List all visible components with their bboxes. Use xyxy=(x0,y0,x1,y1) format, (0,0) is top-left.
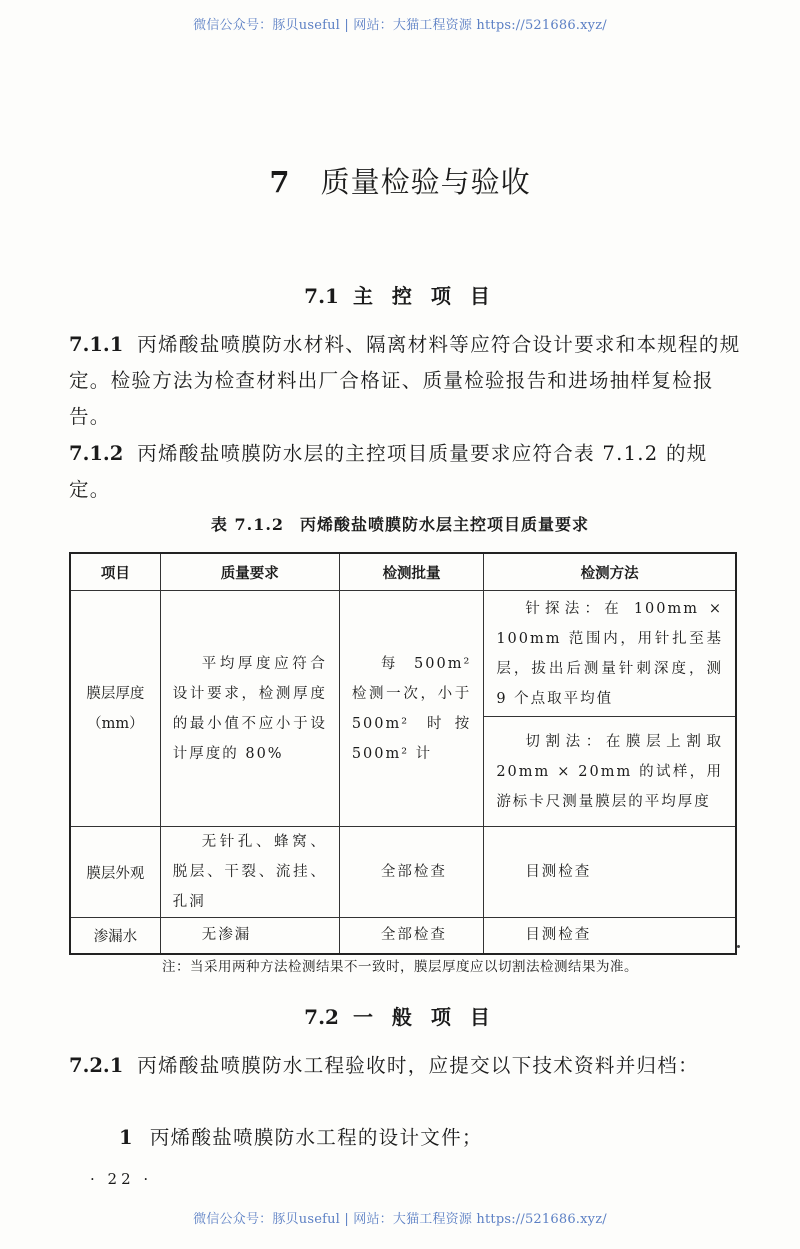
watermark-top: 微信公众号：豚贝useful | 网站：大猫工程资源 https://521686.xyz/ xyxy=(193,18,607,33)
section-number: 7.2 xyxy=(304,1005,339,1029)
table-caption-number: 表 7.1.2 xyxy=(210,515,285,534)
clause-number: 7.1.2 xyxy=(69,442,124,465)
scan-speck xyxy=(737,945,740,948)
table-row xyxy=(70,827,736,918)
list-item-number: 1 xyxy=(119,1126,134,1149)
section-heading-7-1 xyxy=(0,280,800,309)
table-header-row xyxy=(70,553,736,591)
cell-method-cut-text: 切割法：在膜层上割取 20mm × 20mm 的试样，用游标卡尺测量膜层的平均厚度 xyxy=(496,733,723,810)
cell-method xyxy=(484,918,736,954)
cell-method-needle-text: 针探法：在 100mm × 100mm 范围内，用针扎至基层，拔出后测量针刺深度，测 9 个点取平均值 xyxy=(496,600,723,707)
cell-requirement-text: 无渗漏 xyxy=(201,927,252,944)
cell-item-line1: 膜层厚度 xyxy=(86,685,145,702)
clause-text: 丙烯酸盐喷膜防水工程验收时，应提交以下技术资料并归档： xyxy=(137,1054,699,1077)
cell-batch-text: 全部检查 xyxy=(380,864,447,880)
chapter-number: 7 xyxy=(269,165,291,199)
clause-7-1-2 xyxy=(69,436,749,508)
clause-text: 丙烯酸盐喷膜防水材料、隔离材料等应符合设计要求和本规程的规定。检验方法为检查材料出厂合格证、质量检验报告和进场抽样复检报告。 xyxy=(69,333,741,428)
clause-7-1-1 xyxy=(69,327,749,435)
table-caption xyxy=(0,512,800,535)
header-item: 项目 xyxy=(70,553,160,591)
section-title: 主 控 项 目 xyxy=(352,284,496,308)
table-row xyxy=(70,918,736,954)
clause-number: 7.2.1 xyxy=(69,1054,124,1077)
cell-requirement-text: 无针孔、蜂窝、脱层、干裂、流挂、孔洞 xyxy=(172,834,327,910)
cell-requirement xyxy=(160,591,339,827)
page-number: · 22 · xyxy=(90,1170,153,1188)
clause-7-2-1 xyxy=(69,1048,749,1084)
header-batch: 检测批量 xyxy=(339,553,483,591)
cell-batch-text: 每 500m² 检测一次，小于 500m² 时按 500m² 计 xyxy=(351,655,472,762)
clause-text: 丙烯酸盐喷膜防水层的主控项目质量要求应符合表 7.1.2 的规定。 xyxy=(69,442,708,501)
cell-method-cut xyxy=(484,717,736,827)
table-caption-title: 丙烯酸盐喷膜防水层主控项目质量要求 xyxy=(300,515,590,534)
list-item xyxy=(119,1122,483,1150)
cell-item-line2: （mm） xyxy=(87,715,144,732)
section-number: 7.1 xyxy=(304,284,339,308)
table-note: 注：当采用两种方法检测结果不一致时，膜层厚度应以切割法检测结果为准。 xyxy=(162,959,638,975)
cell-item: 渗漏水 xyxy=(70,918,160,954)
cell-batch xyxy=(339,918,483,954)
list-item-text: 丙烯酸盐喷膜防水工程的设计文件； xyxy=(149,1126,483,1149)
cell-batch xyxy=(339,591,483,827)
header-requirement: 质量要求 xyxy=(160,553,339,591)
cell-method-text: 目测检查 xyxy=(525,864,592,880)
table-row xyxy=(70,591,736,717)
clause-number: 7.1.1 xyxy=(69,333,124,356)
cell-requirement xyxy=(160,827,339,918)
watermark-bottom: 微信公众号：豚贝useful | 网站：大猫工程资源 https://521686.xyz/ xyxy=(193,1212,607,1227)
quality-requirements-table xyxy=(69,552,737,955)
cell-method xyxy=(484,827,736,918)
cell-batch xyxy=(339,827,483,918)
cell-method-needle xyxy=(484,591,736,717)
cell-requirement-text: 平均厚度应符合设计要求，检测厚度的最小值不应小于设计厚度的 80% xyxy=(172,655,327,762)
chapter-title-text: 质量检验与验收 xyxy=(320,165,531,199)
cell-batch-text: 全部检查 xyxy=(380,927,447,944)
cell-method-text: 目测检查 xyxy=(525,927,592,944)
section-title: 一 般 项 目 xyxy=(352,1005,496,1029)
header-method: 检测方法 xyxy=(484,553,736,591)
chapter-title xyxy=(0,160,800,201)
section-heading-7-2 xyxy=(0,1001,800,1030)
cell-item: 膜层外观 xyxy=(70,827,160,918)
cell-item xyxy=(70,591,160,827)
cell-requirement xyxy=(160,918,339,954)
